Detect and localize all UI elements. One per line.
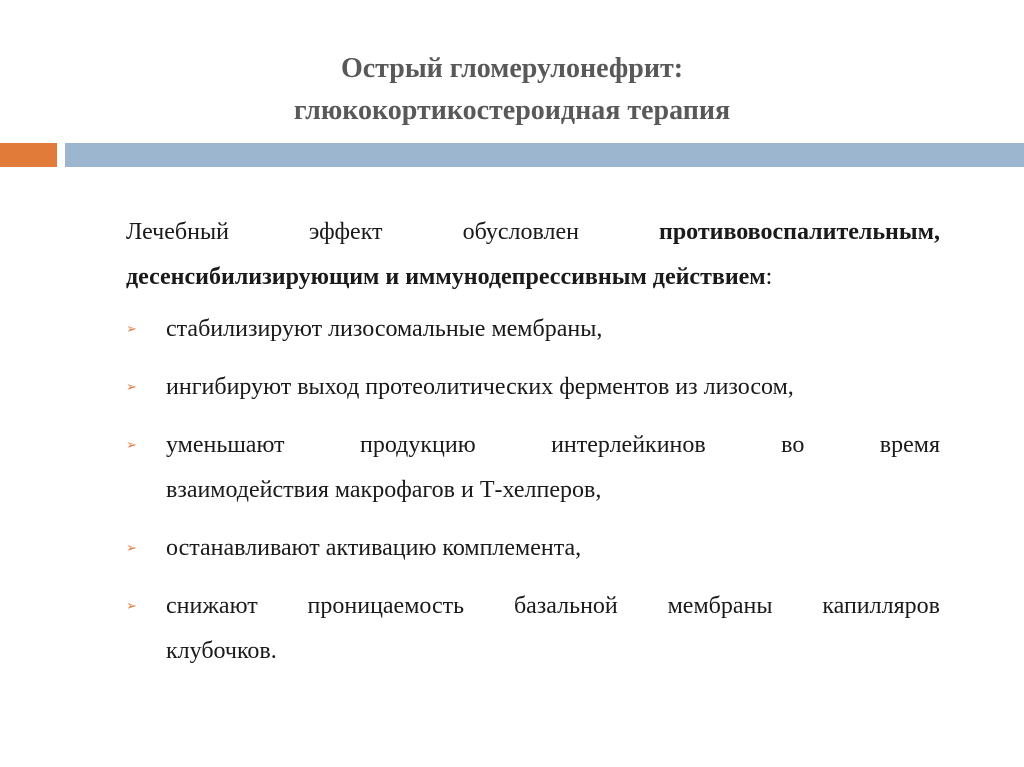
list-item (126, 307, 940, 352)
slide-body (126, 210, 940, 687)
list-item-word: базальной (513, 593, 618, 619)
intro-paragraph (126, 210, 940, 300)
accent-bar (0, 143, 57, 167)
intro-word: обусловлен (462, 219, 579, 245)
list-item (126, 584, 940, 674)
list-item-word: мембраны (667, 593, 773, 619)
list-item-word: во (781, 432, 805, 458)
intro-bold-term: противовоспалительным, (659, 219, 940, 245)
intro-line-1 (126, 210, 940, 255)
list-item-word: уменьшают (166, 432, 285, 458)
slide-title-line-1: Острый гломерулонефрит: (340, 53, 684, 84)
list-item-text: стабилизируют лизосомальные мембраны, (166, 316, 603, 342)
list-item-word: проницаемость (307, 593, 465, 619)
arrow-bullet-icon: ➢ (126, 541, 137, 556)
arrow-bullet-icon: ➢ (126, 322, 137, 337)
intro-line-2 (126, 255, 940, 300)
intro-colon: : (765, 264, 773, 290)
intro-word: эффект (308, 219, 383, 245)
list-item (126, 423, 940, 513)
list-item-word: капилляров (822, 593, 940, 619)
list-item-text: ингибируют выход протеолитических ферментов из лизосом, (166, 374, 794, 400)
list-item-line-2: клубочков. (166, 638, 277, 664)
list-item-word: снижают (166, 593, 258, 619)
list-item (126, 365, 940, 410)
arrow-bullet-icon: ➢ (126, 599, 137, 614)
bullet-list (126, 307, 940, 674)
list-item-word: время (879, 432, 940, 458)
list-item-text: останавливают активацию комплемента, (166, 535, 582, 561)
divider-bar (65, 143, 1024, 167)
list-item-line-2: взаимодействия макрофагов и Т-хелперов, (166, 477, 602, 503)
list-item-word: интерлейкинов (551, 432, 706, 458)
slide-title-line-2: глюкокортикостероидная терапия (293, 95, 731, 126)
list-item-line-1 (166, 423, 940, 468)
intro-bold-terms: десенсибилизирующим и иммунодепрессивным действием (126, 264, 766, 290)
slide-title (0, 48, 1024, 132)
arrow-bullet-icon: ➢ (126, 438, 137, 453)
intro-word: Лечебный (126, 219, 229, 245)
arrow-bullet-icon: ➢ (126, 380, 137, 395)
list-item-line-1 (166, 584, 940, 629)
list-item (126, 526, 940, 571)
list-item-word: продукцию (359, 432, 476, 458)
